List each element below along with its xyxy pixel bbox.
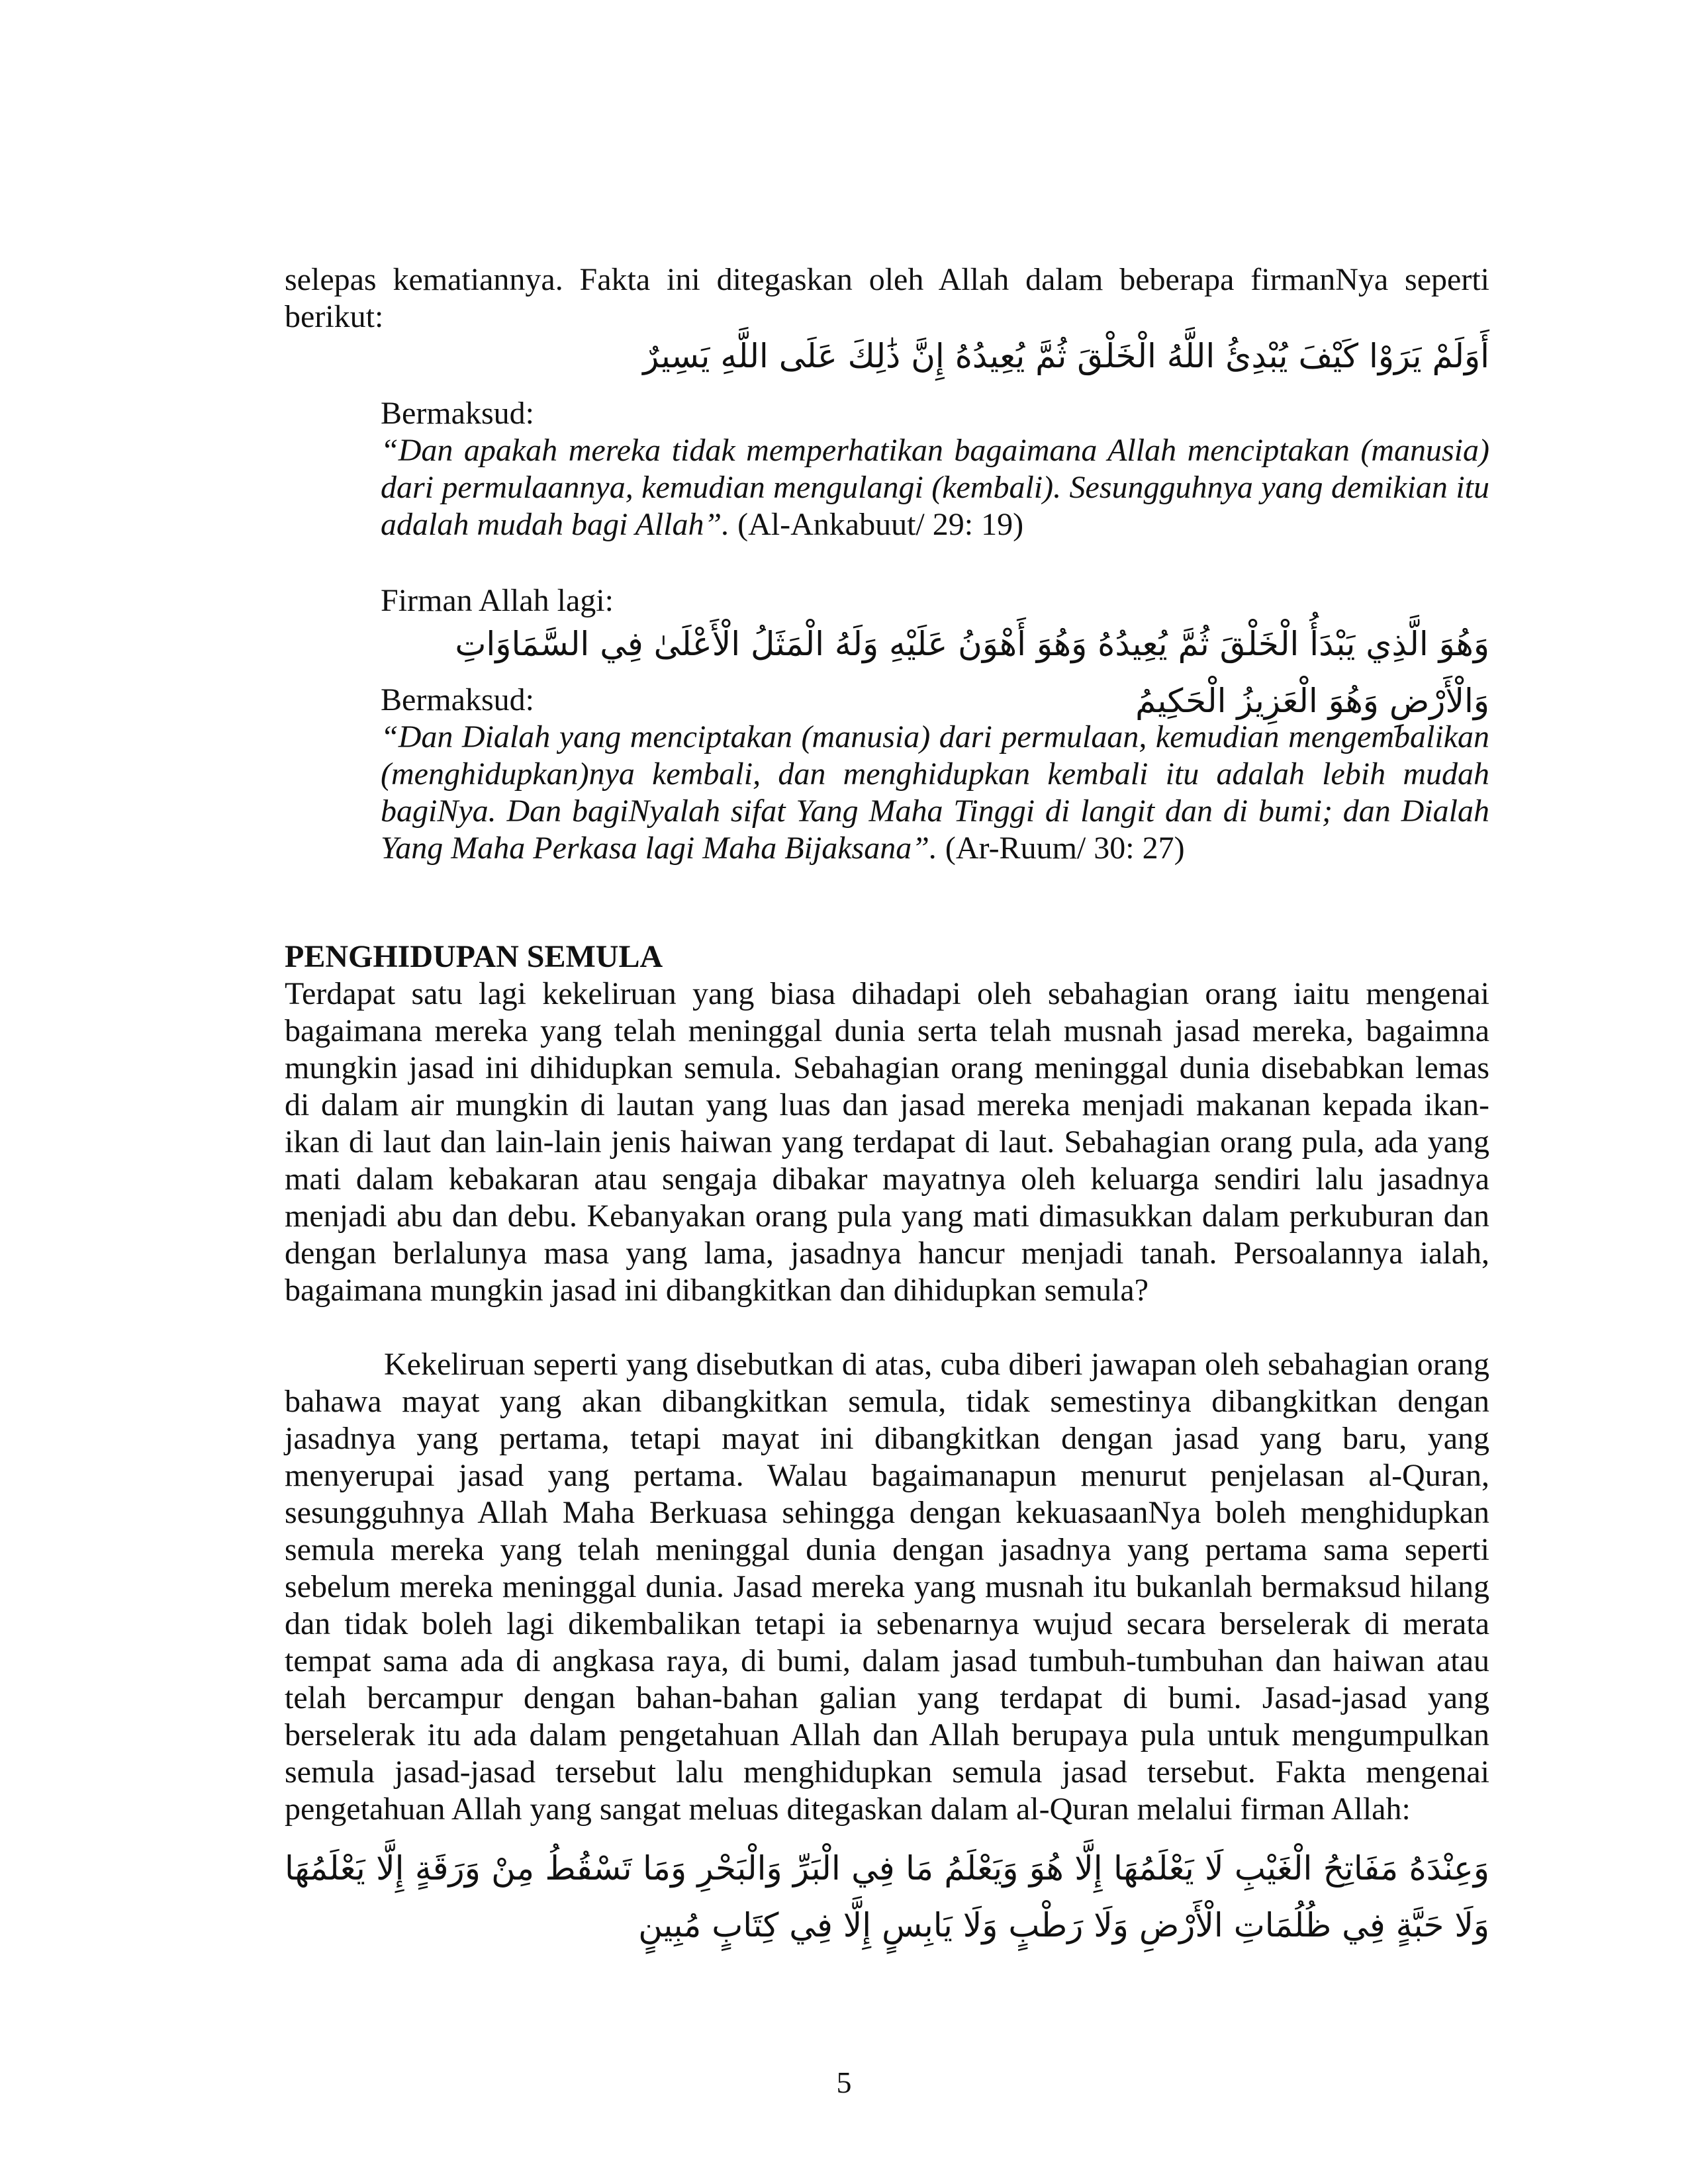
translation-ankabuut-text: “Dan apakah mereka tidak memperhatikan bagaimana Allah menciptakan (manusia) dari permulaannya, kemudian mengulangi (kembali). Sesungguhnya yang demikian itu adalah mudah bagi Allah”. [381,433,1489,542]
section-heading: PENGHIDUPAN SEMULA [285,939,663,974]
quran-verse-ruum: وَهُوَ الَّذِي يَبْدَأُ الْخَلْقَ ثُمَّ يُعِيدُهُ وَهُوَ أَهْوَنُ عَلَيْهِ وَلَهُ الْمَثَلُ الْأَعْلَىٰ فِي السَّمَاوَاتِ وَالْأَرْضِ وَهُوَ الْعَزِيزُ الْحَكِيمُ [455,625,1489,720]
paragraph-1: Terdapat satu lagi kekeliruan yang biasa dihadapi oleh sebahagian orang iaitu mengenai bagaimana mereka yang telah meninggal dunia serta telah musnah jasad mereka, bagaimna mungkin jasad ini dihidupkan semula. Sebahagian orang meninggal dunia disebabkan lemas di dalam air mungkin di lautan yang luas dan jasad mereka menjadi makanan kepada ikan-ikan di laut dan lain-lain jenis haiwan yang terdapat di laut. Sebahagian orang pula, ada yang mati dalam kebakaran atau sengaja dibakar mayatnya oleh keluarga sendiri lalu jasadnya menjadi abu dan debu. Kebanyakan orang pula yang mati dimasukkan dalam perkuburan dan dengan berlalunya masa yang lama, jasadnya hancur menjadi tanah. Persoalannya ialah, bagaimana mungkin jasad ini dibangkitkan dan dihidupkan semula? [285,976,1489,1308]
translation-label-2: Bermaksud: [381,682,534,717]
quran-verse-ankabuut: أَوَلَمْ يَرَوْا كَيْفَ يُبْدِئُ اللَّهُ الْخَلْقَ ثُمَّ يُعِيدُهُ إِنَّ ذَٰلِكَ عَلَى اللَّهِ يَسِيرٌ [643,337,1489,375]
quran-verse-anam: وَعِنْدَهُ مَفَاتِحُ الْغَيْبِ لَا يَعْلَمُهَا إِلَّا هُوَ وَيَعْلَمُ مَا فِي الْبَرِّ وَالْبَحْرِ وَمَا تَسْقُطُ مِنْ وَرَقَةٍ إِلَّا يَعْلَمُهَا وَلَا حَبَّةٍ فِي ظُلُمَاتِ الْأَرْضِ وَلَا رَطْبٍ وَلَا يَابِسٍ إِلَّا فِي كِتَابٍ مُبِينٍ [285,1849,1489,1944]
translation-ruum-text: “Dan Dialah yang menciptakan (manusia) dari permulaan, kemudian mengembalikan (menghidupkan)nya kembali, dan menghidupkan kembali itu adalah lebih mudah bagiNya. Dan bagiNyalah sifat Yang Maha Tinggi di langit dan di bumi; dan Dialah Yang Maha Perkasa lagi Maha Bijaksana”. [381,719,1489,866]
page-number: 5 [836,2066,852,2099]
intro-text: selepas kematiannya. Fakta ini ditegaskan oleh Allah dalam beberapa firmanNya seperti berikut: [285,262,1489,334]
translation-ankabuut [381,432,1489,543]
translation-ruum [381,719,1489,867]
paragraph-2: Kekeliruan seperti yang disebutkan di atas, cuba diberi jawapan oleh sebahagian orang bahawa mayat yang akan dibangkitkan semula, tidak semestinya dibangkitkan dengan jasadnya yang pertama, tetapi mayat ini dibangkitkan dengan jasad yang baru, yang menyerupai jasad yang pertama. Walau bagaimanapun menurut penjelasan al-Quran, sesungguhnya Allah Maha Berkuasa sehingga dengan kekuasaanNya boleh menghidupkan semula mereka yang telah meninggal dunia dengan jasadnya yang pertama sama seperti sebelum mereka meninggal dunia. Jasad mereka yang musnah itu bukanlah bermaksud hilang dan tidak boleh lagi dikembalikan tetapi ia sebenarnya wujud secara berselerak di merata tempat sama ada di angkasa raya, di bumi, dalam jasad tumbuh-tumbuhan dan haiwan atau telah bercampur dengan bahan-bahan galian yang terdapat di bumi. Jasad-jasad yang berselerak itu ada dalam pengetahuan Allah dan Allah berupaya pula untuk mengumpulkan semula jasad-jasad tersebut lalu menghidupkan semula jasad tersebut. Fakta mengenai pengetahuan Allah yang sangat meluas ditegaskan dalam al-Quran melalui firman Allah: [285,1347,1489,1827]
translation-label-1: Bermaksud: [381,396,534,431]
reference-ruum: (Ar-Ruum/ 30: 27) [945,831,1185,866]
reference-ankabuut: (Al-Ankabuut/ 29: 19) [737,507,1024,542]
firman-intro: Firman Allah lagi: [381,583,614,618]
